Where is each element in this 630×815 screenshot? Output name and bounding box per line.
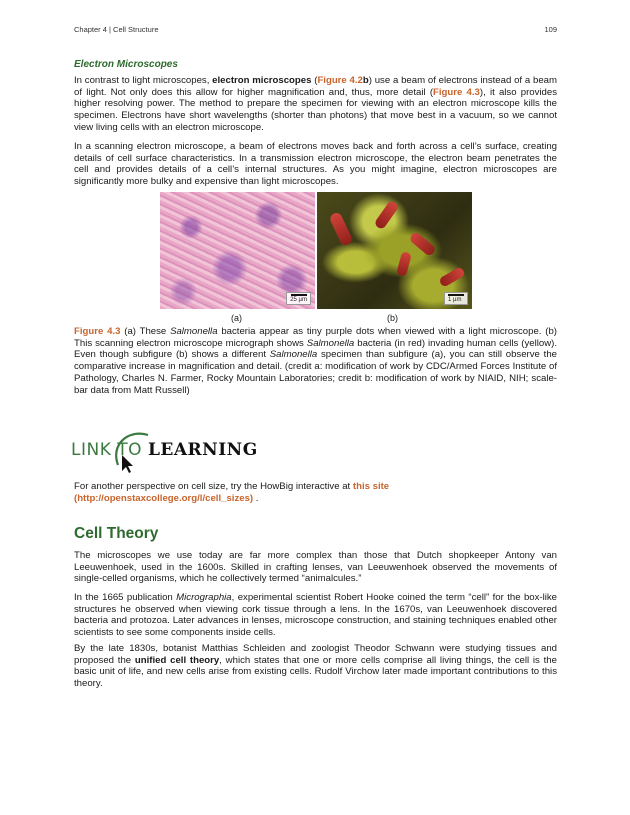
paragraph-cell-theory-3: By the late 1830s, botanist Matthias Schleiden and zoologist Theodor Schwann were studying tissues and proposed the unified cell theory, which states that one or more cells comprise all living things, the cell is the basic unit of life, and new cells arise from existing cells. Rudolf Virchow later made important contributions to this theory. [74, 643, 557, 690]
bacterium-mark [328, 211, 353, 247]
micrograph-light-salmonella [160, 192, 315, 309]
section-heading-electron-microscopes: Electron Microscopes [74, 59, 178, 70]
caption-figure-ref: Figure 4.3 [74, 326, 121, 337]
howbig-site-link[interactable]: this site (http://openstaxcollege.org/l/cell_sizes) [74, 481, 390, 504]
term-electron-microscopes: electron microscopes [212, 75, 312, 86]
figure-label-b: (b) [387, 313, 398, 323]
paragraph-electron-2: In a scanning electron microscope, a beam of electrons moves back and forth across a cell’s surface, creating details of cell surface characteristics. In a transmission electron microscope, the electron beam penetrates the cell and provides details of a cell’s internal structures. As you might imagine, electron microscopes are significantly more bulky and expensive than light microscopes. [74, 141, 557, 188]
bacterium-mark [438, 266, 466, 288]
paragraph-cell-theory-2: In the 1665 publication Micrographia, experimental scientist Robert Hooke coined the term “cell” for the box-like structures he observed when viewing cork tissue through a lens. In the 1670s, van Leeuwenhoek discovered bacteria and protozoa. Later advances in lenses, microscope construction, and staining techniques enabled other scientists to see some components inside cells. [74, 592, 558, 639]
title-micrographia: Micrographia [176, 592, 232, 603]
bacterium-mark [408, 231, 437, 257]
scale-bar-b: 1 µm [444, 292, 468, 305]
section-heading-cell-theory: Cell Theory [74, 525, 159, 542]
figure-label-a: (a) [231, 313, 242, 323]
running-header-chapter: Chapter 4 | Cell Structure [74, 25, 159, 34]
scale-bar-a: 25 µm [286, 292, 311, 305]
bacterium-mark [396, 251, 412, 277]
figure-caption: Figure 4.3 (a) These Salmonella bacteria appear as tiny purple dots when viewed with a light microscope. (b) This scanning electron microscope micrograph shows Salmonella bacteria (in red) invading human cells (yellow). Even though subfigure (b) shows a different Salmonella specimen than subfigure (a), you can still observe the comparative increase in magnification and detail. (credit a: modification of work by CDC/Armed Forces Institute of Pathology, Charles N. Farmer, Rocky Mountain Laboratories; credit b: modification of work by NIAID, NIH; scale-bar data from Matt Russell) [74, 326, 557, 396]
paragraph-electron-1: In contrast to light microscopes, electron microscopes (Figure 4.2b) use a beam of electrons instead of a beam of light. Not only does this allow for higher magnification and, thus, more detail (Figure 4.3), it also provides higher resolving power. The method to prepare the specimen for viewing with an electron microscope kills the specimen. Electrons have short wavelengths (shorter than photons) that move best in a vacuum, so we cannot view living cells with an electron microscope. [74, 75, 558, 133]
figure-link-4-2[interactable]: Figure 4.2 [317, 75, 363, 86]
term-unified-cell-theory: unified cell theory [134, 654, 220, 666]
link-to-learning-text: For another perspective on cell size, try the HowBig interactive at this site (http://openstaxcollege.org/l/cell_sizes) . [74, 481, 390, 504]
paragraph-cell-theory-1: The microscopes we use today are far more complex than those that Dutch shopkeeper Antony van Leeuwenhoek, used in the 1600s. Skilled in crafting lenses, van Leeuwenhoek observed the movements of single-celled organisms, which he collectively termed “animalcules.” [74, 550, 557, 585]
bacterium-mark [373, 200, 399, 231]
figure-link-4-3[interactable]: Figure 4.3 [433, 86, 480, 98]
micrograph-sem-salmonella [317, 192, 472, 309]
link-to-learning-logo: LINK TO LEARNING [71, 440, 258, 460]
page-number: 109 [544, 25, 557, 34]
